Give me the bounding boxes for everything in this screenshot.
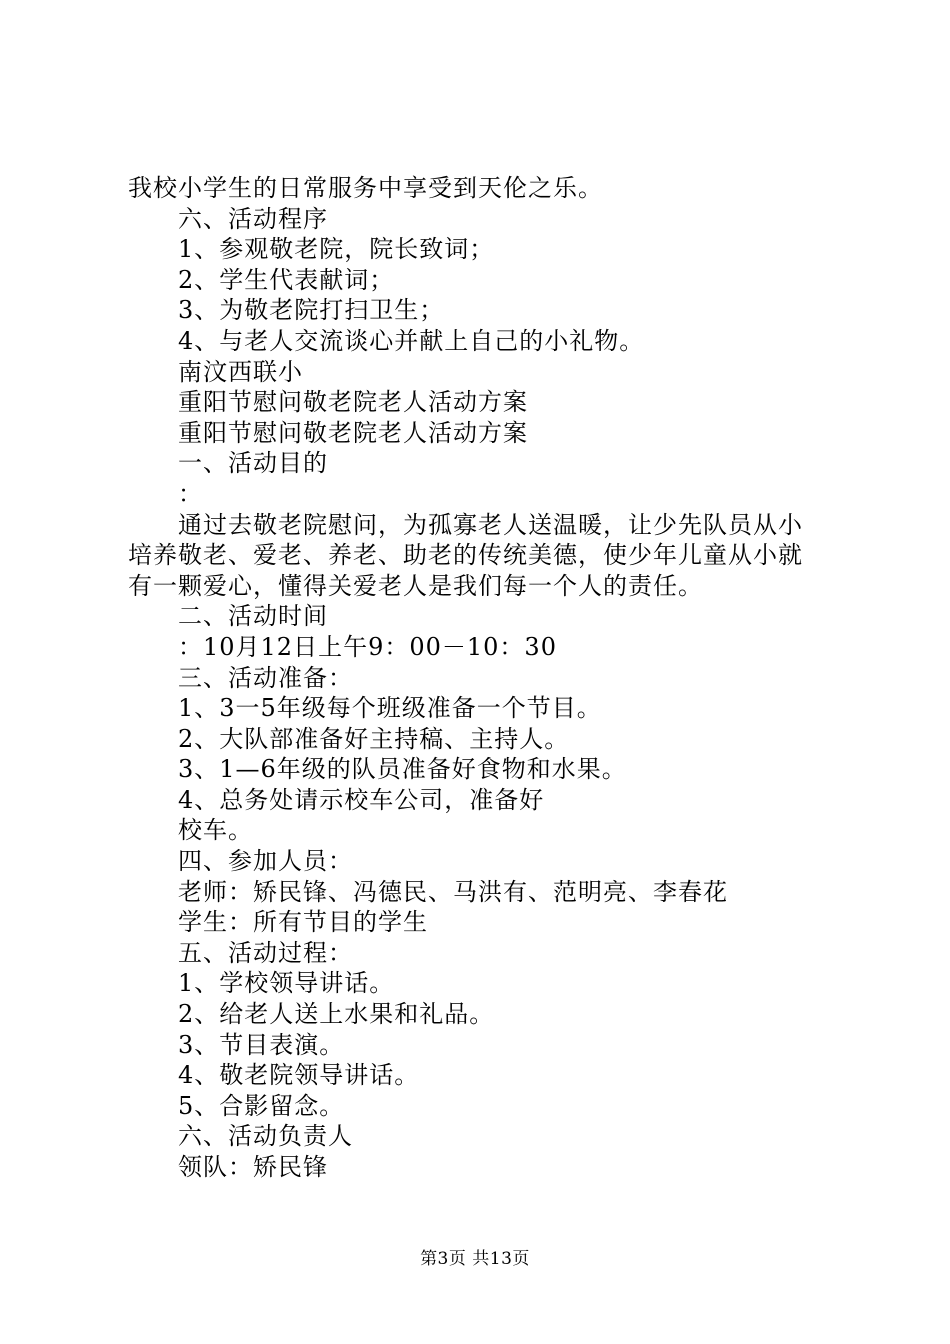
document-body	[128, 173, 848, 1183]
section-heading: 六、活动程序	[178, 204, 328, 233]
text-line: 3、1—6年级的队员准备好食物和水果。	[178, 755, 627, 784]
text-line: ：	[178, 479, 203, 508]
text-line: 老师：矫民锋、冯德民、马洪有、范明亮、李春花	[178, 877, 728, 906]
text-line: 我校小学生的日常服务中享受到天伦之乐。	[128, 174, 603, 202]
text-line: 2、学生代表献词；	[178, 265, 395, 294]
text-line: 学生：所有节目的学生	[178, 908, 428, 937]
section-heading: 三、活动准备：	[178, 663, 353, 692]
section-heading: 二、活动时间	[178, 602, 328, 631]
text-line: 领队：矫民锋	[178, 1153, 328, 1181]
text-line: 通过去敬老院慰问，为孤寡老人送温暖，让少先队员从小	[178, 510, 803, 539]
section-heading: 四、参加人员：	[178, 847, 353, 876]
text-line: 有一颗爱心，懂得关爱老人是我们每一个人的责任。	[128, 571, 703, 600]
text-line: 4、总务处请示校车公司，准备好	[178, 785, 545, 814]
text-line: 4、敬老院领导讲话。	[178, 1061, 420, 1090]
text-line: 4、与老人交流谈心并献上自己的小礼物。	[178, 326, 645, 355]
text-line: 校车。	[178, 816, 253, 845]
text-line: 1、参观敬老院，院长致词；	[178, 235, 495, 264]
page-number: 第3页 共13页	[420, 1249, 530, 1269]
document-title: 重阳节慰问敬老院老人活动方案	[178, 388, 528, 417]
section-heading: 一、活动目的	[178, 449, 328, 478]
text-line: 5、合影留念。	[178, 1091, 345, 1120]
document-title: 重阳节慰问敬老院老人活动方案	[178, 418, 528, 447]
section-heading: 五、活动过程：	[178, 938, 353, 967]
text-line: 培养敬老、爱老、养老、助老的传统美德，使少年儿童从小就	[128, 541, 803, 570]
text-line: 3、节目表演。	[178, 1030, 345, 1059]
text-line: 1、学校领导讲话。	[178, 969, 395, 998]
text-line: 2、给老人送上水果和礼品。	[178, 1000, 495, 1029]
text-line: 2、大队部准备好主持稿、主持人。	[178, 724, 570, 753]
text-line: 3、为敬老院打扫卫生；	[178, 296, 445, 325]
school-name: 南汶西联小	[178, 357, 303, 386]
text-line: ：10月12日上午9：00－10：30	[178, 632, 557, 661]
text-line: 1、3一5年级每个班级准备一个节目。	[178, 694, 602, 723]
section-heading: 六、活动负责人	[178, 1122, 353, 1151]
